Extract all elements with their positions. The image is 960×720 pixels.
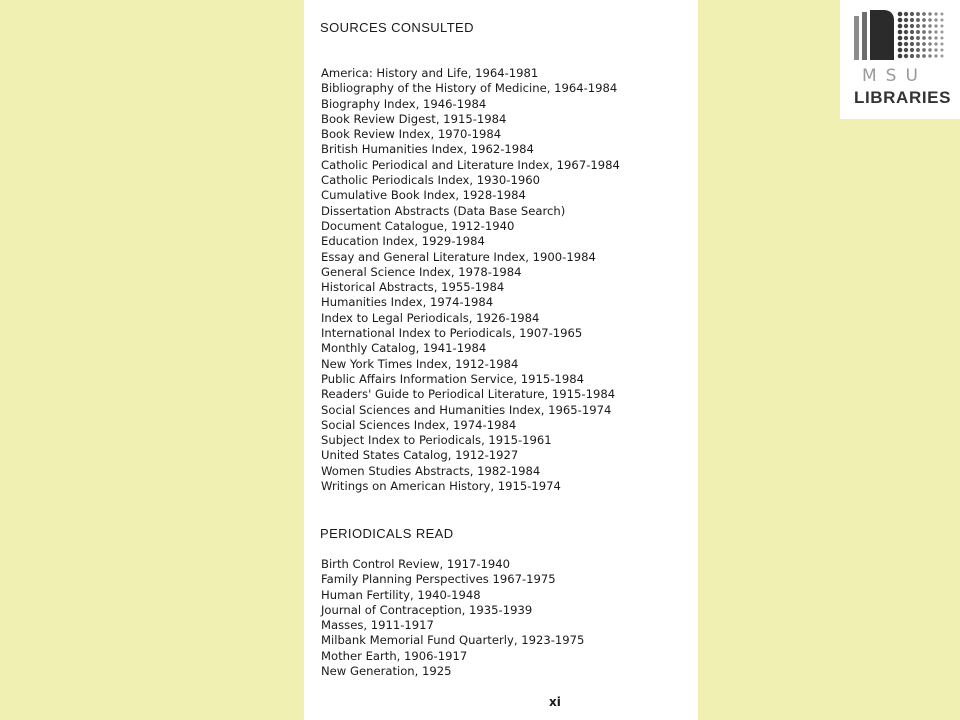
periodicals-heading: PERIODICALS READ <box>320 526 454 541</box>
list-item: Social Sciences and Humanities Index, 1965-1974 <box>321 402 612 417</box>
list-item: Historical Abstracts, 1955-1984 <box>321 280 505 295</box>
list-item: Women Studies Abstracts, 1982-1984 <box>321 463 541 478</box>
list-item: Dissertation Abstracts (Data Base Search) <box>321 203 566 218</box>
list-item: Education Index, 1929-1984 <box>321 234 485 249</box>
list-item: New Generation, 1925 <box>321 664 452 679</box>
list-item: Biography Index, 1946-1984 <box>321 96 487 111</box>
msu-libraries-logo <box>840 0 960 119</box>
list-item: Humanities Index, 1974-1984 <box>321 295 494 310</box>
sources-list <box>321 66 620 494</box>
list-item: Document Catalogue, 1912-1940 <box>321 218 515 233</box>
logo-libraries-text: LIBRARIES <box>854 88 952 107</box>
list-item: Writings on American History, 1915-1974 <box>321 479 561 494</box>
list-item: America: History and Life, 1964-1981 <box>321 66 539 80</box>
periodicals-list <box>321 557 584 679</box>
logo-mark-icon <box>854 10 946 66</box>
list-item: Book Review Digest, 1915-1984 <box>321 111 507 126</box>
list-item: Mother Earth, 1906-1917 <box>321 648 468 663</box>
sources-heading: SOURCES CONSULTED <box>320 20 474 35</box>
list-item: Social Sciences Index, 1974-1984 <box>321 417 517 432</box>
list-item: New York Times Index, 1912-1984 <box>321 356 519 371</box>
list-item: Public Affairs Information Service, 1915-1984 <box>321 371 584 386</box>
list-item: Monthly Catalog, 1941-1984 <box>321 341 487 356</box>
list-item: Cumulative Book Index, 1928-1984 <box>321 188 526 203</box>
list-item: Index to Legal Periodicals, 1926-1984 <box>321 310 540 325</box>
list-item: Readers' Guide to Periodical Literature, 1915-1984 <box>321 387 616 402</box>
list-item: Catholic Periodicals Index, 1930-1960 <box>321 173 540 188</box>
list-item: Subject Index to Periodicals, 1915-1961 <box>321 433 552 448</box>
list-item: Birth Control Review, 1917-1940 <box>321 557 511 571</box>
list-item: Milbank Memorial Fund Quarterly, 1923-1975 <box>321 633 585 648</box>
document-page <box>304 0 698 720</box>
page-number: xi <box>549 695 561 709</box>
list-item: Family Planning Perspectives 1967-1975 <box>321 572 556 587</box>
list-item: Masses, 1911-1917 <box>321 618 434 633</box>
list-item: British Humanities Index, 1962-1984 <box>321 142 534 157</box>
list-item: Catholic Periodical and Literature Index, 1967-1984 <box>321 157 620 172</box>
list-item: International Index to Periodicals, 1907-1965 <box>321 326 583 341</box>
list-item: Human Fertility, 1940-1948 <box>321 587 481 602</box>
list-item: Journal of Contraception, 1935-1939 <box>321 602 533 617</box>
logo-msu-text: MSU <box>862 66 927 86</box>
list-item: United States Catalog, 1912-1927 <box>321 448 519 463</box>
list-item: General Science Index, 1978-1984 <box>321 264 522 279</box>
list-item: Bibliography of the History of Medicine, 1964-1984 <box>321 81 618 96</box>
list-item: Book Review Index, 1970-1984 <box>321 127 502 142</box>
list-item: Essay and General Literature Index, 1900-1984 <box>321 249 596 264</box>
